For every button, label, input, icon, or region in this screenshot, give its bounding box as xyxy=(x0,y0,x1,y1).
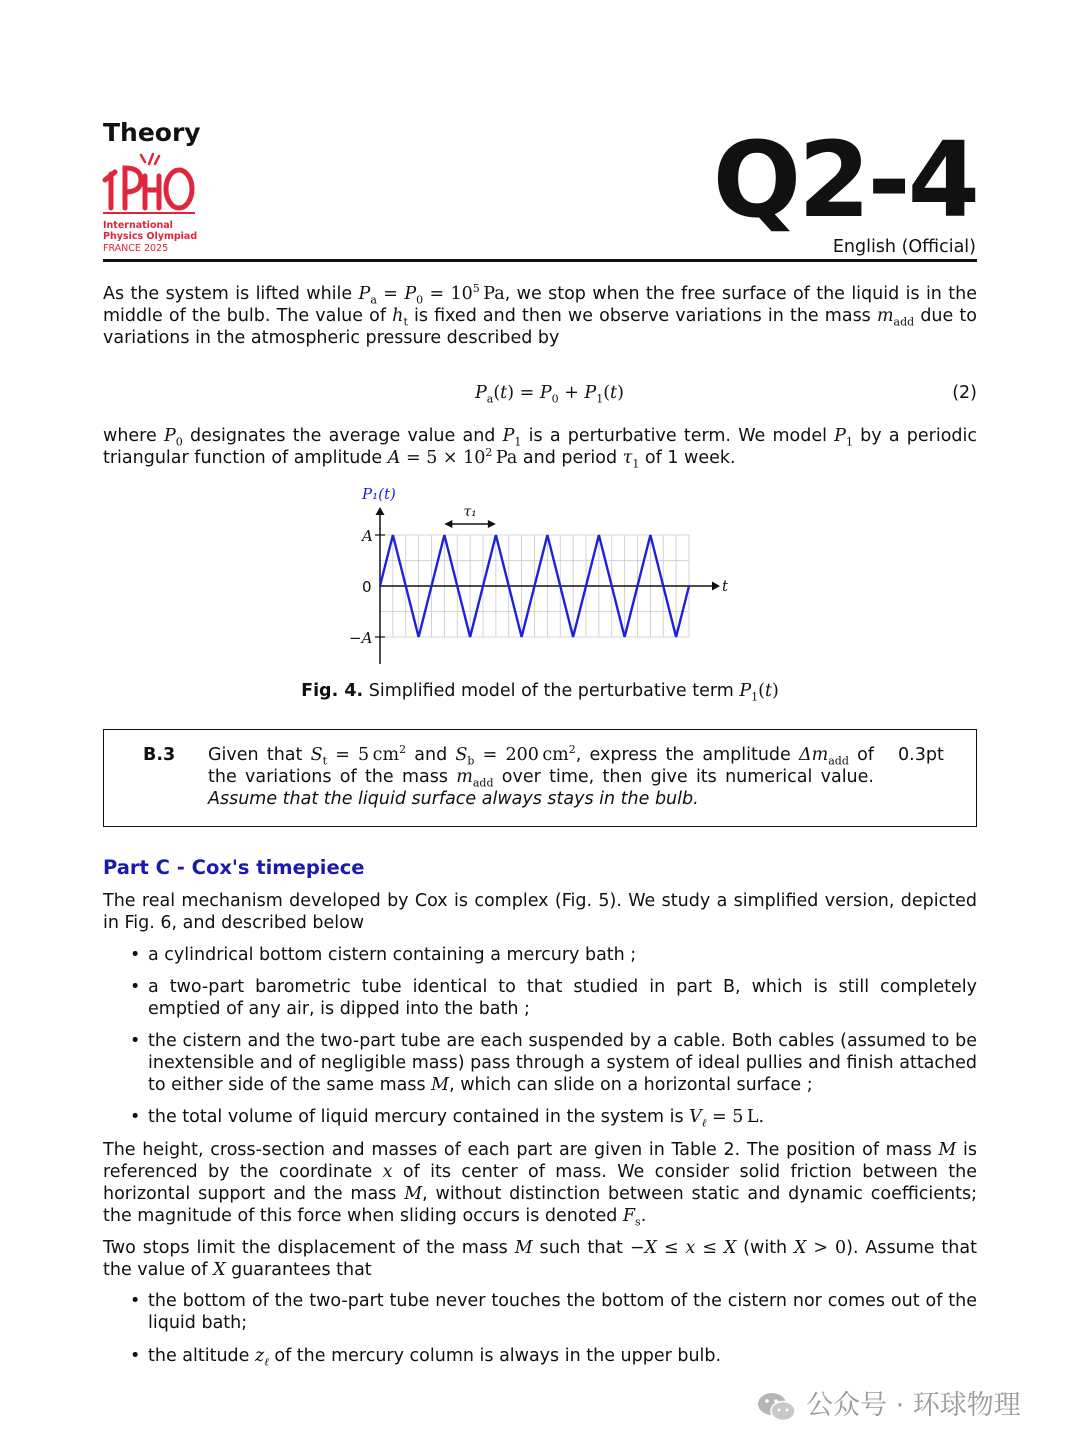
part-c-heading: Part C - Cox's timepiece xyxy=(103,856,365,879)
wechat-icon xyxy=(756,1390,798,1424)
bullet-icon: • xyxy=(130,1346,141,1366)
logo-line-3: FRANCE 2025 xyxy=(103,243,169,254)
question-number: Q2-4 xyxy=(712,119,977,241)
paragraph-model: where $P_0$ designates the average value and $P_1$ is a perturbative term. We model $P_1$ by a periodic triangular function of amplitude $A = 5 \times 10^2$ Pa and period $\tau_1$ of 1 week. xyxy=(103,426,978,471)
tick-label-bottom: −A xyxy=(349,629,373,647)
part-c-paragraph-3: Two stops limit the displacement of the mass M such that −X ≤ x ≤ X (with X > 0). Assume that the value of X guarantees that xyxy=(103,1238,977,1280)
period-arrow-right-icon xyxy=(488,520,496,528)
bullet-icon: • xyxy=(130,1291,141,1311)
header-divider xyxy=(103,259,977,262)
bullet-icon: • xyxy=(130,945,141,965)
part-c-paragraph-2: The height, cross-section and masses of each part are given in Table 2. The position of mass M is referenced by the coordinate x of its center of mass. We consider solid friction between the horizontal support and the mass M, without distinction between static and dynamic coefficients; the magnitude of this force when sliding occurs is denoted $F_s$. xyxy=(103,1140,978,1229)
x-axis-label: t xyxy=(722,577,729,595)
bullet-icon: • xyxy=(130,977,141,997)
period-label: τ₁ xyxy=(463,504,477,520)
bullet-icon: • xyxy=(130,1031,141,1051)
question-points: 0.3pt xyxy=(898,745,944,765)
y-axis-arrow-icon xyxy=(376,507,385,515)
bullet-icon: • xyxy=(130,1107,141,1127)
equation-number: (2) xyxy=(952,383,977,403)
question-text: Given that $S_t = 5$ $cm^2$ and $S_b = 200$ $cm^2$, express the amplitude $\Delta m_{add}$ of the variations of the mass $m_{add}$ over time, then give its numerical value. Assume that the liquid surface always stays in the bulb. xyxy=(208,743,874,809)
list-item: a cylindrical bottom cistern containing a mercury bath ; xyxy=(148,945,637,965)
triangle-wave-chart xyxy=(340,480,740,670)
list-item: a two-part barometric tube identical to that studied in part B, which is still completely emptied of any air, is dipped into the bath ; xyxy=(148,977,977,1019)
language-label: English (Official) xyxy=(832,237,976,257)
part-c-intro: The real mechanism developed by Cox is complex (Fig. 5). We study a simplified version, depicted in Fig. 6, and described below xyxy=(103,891,977,933)
period-arrow-left-icon xyxy=(444,520,452,528)
logo-line-1: International xyxy=(103,220,173,231)
figure-caption: Fig. 4. Simplified model of the perturbative term $P_1(t)$ xyxy=(301,681,779,704)
list-item: the cistern and the two-part tube are each suspended by a cable. Both cables (assumed to be inextensible and of negligible mass) pass through a system of ideal pullies and finish attached to either side of the same mass M, which can slide on a horizontal surface ; xyxy=(148,1031,977,1095)
paragraph-intro: As the system is lifted while $P_a = P_0 = 10^5$ Pa, we stop when the free surface of the liquid is in the middle of the bulb. The value of $h_t$ is fixed and then we observe variations in the mass $m_{add}$ due to variations in the atmospheric pressure described by xyxy=(103,282,977,348)
y-axis-label: P₁(t) xyxy=(362,485,396,503)
list-item: the altitude $z_\ell$ of the mercury column is always in the upper bulb. xyxy=(148,1346,722,1369)
list-item: the total volume of liquid mercury contained in the system is $V_\ell = 5$ L. xyxy=(148,1107,765,1130)
question-label: B.3 xyxy=(143,745,176,765)
equation-2: $P_a(t) = P_0 + P_1(t)$ xyxy=(475,383,624,406)
tick-label-top: A xyxy=(362,527,373,545)
ipho-logo-icon xyxy=(101,150,197,216)
section-label: Theory xyxy=(103,118,201,147)
watermark-text: 公众号 · 环球物理 xyxy=(806,1390,1021,1421)
x-axis-arrow-icon xyxy=(712,582,720,591)
tick-label-zero: 0 xyxy=(362,578,372,596)
logo-line-2: Physics Olympiad xyxy=(103,231,198,242)
list-item: the bottom of the two-part tube never touches the bottom of the cistern nor comes out of the liquid bath; xyxy=(148,1291,977,1333)
